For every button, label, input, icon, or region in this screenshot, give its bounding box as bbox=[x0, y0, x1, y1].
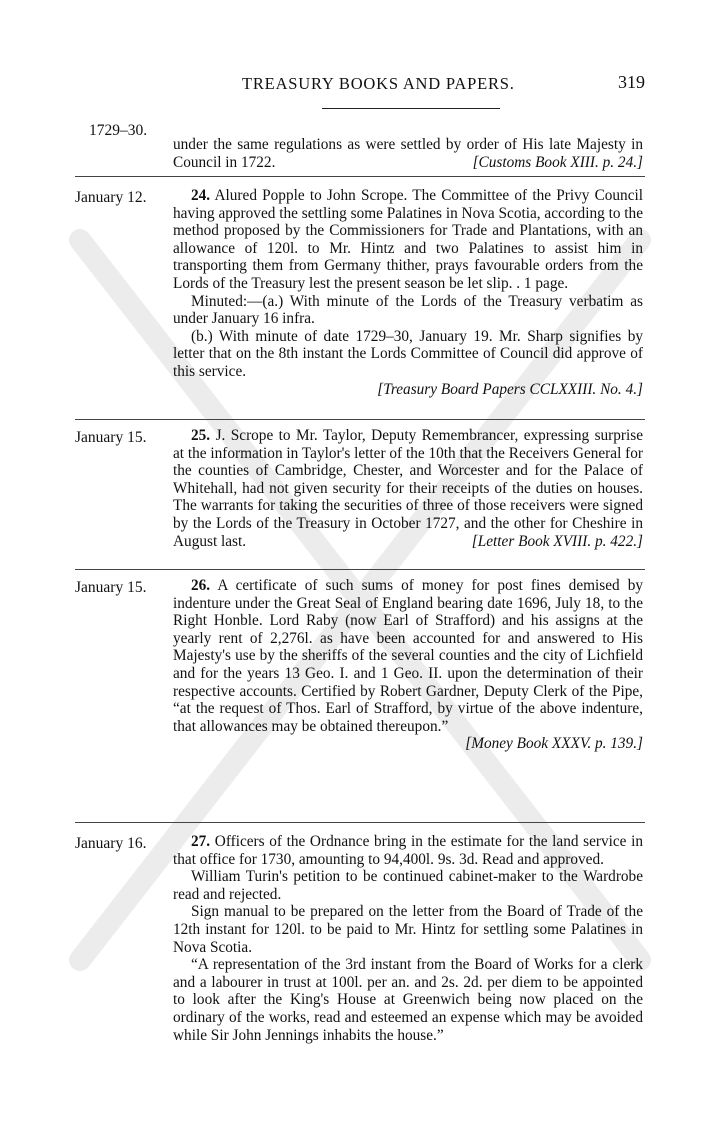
entry-number: 25. bbox=[191, 427, 211, 444]
entry-divider bbox=[75, 419, 645, 420]
entry-body bbox=[173, 833, 643, 1044]
entry-number: 27. bbox=[191, 833, 211, 850]
entry-paragraph: A certificate of such sums of money for post fines demised by indenture under the Great Seal of England bearing date 1696, July 18, to the Right Honble. Lord Raby (now Earl of Strafford) and his assigns at the yearly rent of 2,276l. as have been accounted for and answered to His Majesty's use by the sheriffs of the several counties and the city of Lichfield and for the years 13 Geo. I. and 1 Geo. II. upon the determination of their respective accounts. Certified by Robert Gardner, Deputy Clerk of the Pipe, “at the request of Thos. Earl of Strafford, by virtue of the above indenture, that allowances may be obtained thereupon.” bbox=[173, 577, 643, 735]
entry-divider bbox=[75, 176, 645, 177]
entry-number: 24. bbox=[191, 187, 211, 204]
entry-date: January 12. bbox=[75, 189, 147, 206]
entry-paragraph: Sign manual to be prepared on the letter from the Board of Trade of the 12th instant for 120l. to be paid to Mr. Hintz for settling some Palatines in Nova Scotia. bbox=[173, 903, 643, 956]
continuation-citation: [Customs Book XIII. p. 24.] bbox=[472, 153, 643, 171]
page-number: 319 bbox=[618, 72, 645, 92]
running-title: TREASURY BOOKS AND PAPERS. bbox=[242, 74, 515, 93]
header-rule bbox=[322, 108, 500, 109]
entry-citation: [Money Book XXXV. p. 139.] bbox=[465, 735, 643, 753]
entry-body bbox=[173, 187, 643, 398]
entry-date: January 16. bbox=[75, 835, 147, 852]
entry-divider bbox=[75, 822, 645, 823]
year-heading: 1729–30. bbox=[89, 122, 148, 139]
entry-paragraph: (b.) With minute of date 1729–30, January 19. Mr. Sharp signifies by letter that on the 8th instant the Lords Committee of Council did approve of this service. bbox=[173, 327, 643, 380]
entry-body bbox=[173, 577, 643, 753]
entry-paragraph: J. Scrope to Mr. Taylor, Deputy Remembrancer, expressing surprise at the information in Taylor's letter of the 10th that the Receivers General for the counties of Cambridge, Chester, and Worcester and for the Palace of Whitehall, had not given security for their receipts of the duties on houses. The warrants for taking the securities of three of those receivers were signed by the Lords of the Treasury in October 1727, and the other for Cheshire in August last. bbox=[173, 427, 644, 550]
entry-date: January 15. bbox=[75, 429, 147, 446]
entry-paragraph: Officers of the Ordnance bring in the estimate for the land service in that office for 1730, amounting to 94,400l. 9s. 3d. Read and approved. bbox=[173, 833, 644, 868]
entry-citation: [Letter Book XVIII. p. 422.] bbox=[471, 532, 643, 550]
continuation-text: under the same regulations as were settled by order of His late Majesty in Council in 1722. bbox=[173, 136, 643, 171]
entry-divider bbox=[75, 569, 645, 570]
entry-paragraph: William Turin's petition to be continued cabinet-maker to the Wardrobe read and rejected. bbox=[173, 868, 643, 903]
entry-date: January 15. bbox=[75, 579, 147, 596]
page-header bbox=[0, 72, 720, 112]
entry-citation: [Treasury Board Papers CCLXXIII. No. 4.] bbox=[377, 380, 643, 398]
entry-paragraph: Alured Popple to John Scrope. The Committee of the Privy Council having approved the settling some Palatines in Nova Scotia, according to the method proposed by the Commissioners for Trade and Plantations, with an allowance of 120l. to Mr. Hintz and two Palatines to assist him in transporting them from Germany thither, prays favourable orders from the Lords of the Treasury lest the present season be let slip. . 1 page. bbox=[173, 187, 644, 292]
entry-paragraph: “A representation of the 3rd instant from the Board of Works for a clerk and a labourer in trust at 100l. per an. and 2s. 2d. per diem to be appointed to look after the King's House at Greenwich being now placed on the ordinary of the works, read and esteemed an expense which may be avoided while Sir John Jennings inhabits the house.” bbox=[173, 956, 643, 1044]
entry-paragraph: Minuted:—(a.) With minute of the Lords of the Treasury verbatim as under January 16 infra. bbox=[173, 292, 643, 328]
continuation-paragraph bbox=[173, 136, 643, 171]
entry-body bbox=[173, 427, 643, 550]
entry-number: 26. bbox=[191, 577, 211, 594]
